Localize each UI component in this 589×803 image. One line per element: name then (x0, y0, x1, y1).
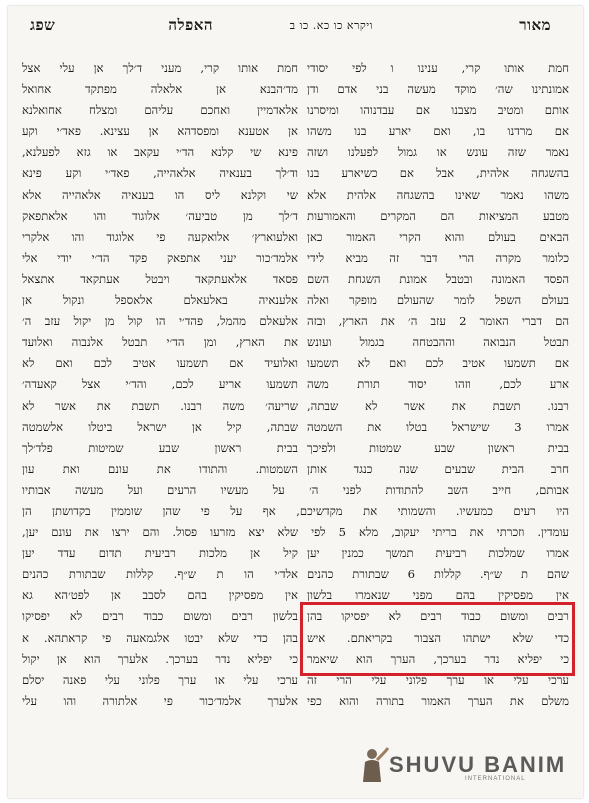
text-line: אלאדמיין ואחכם עליהם ומצלח אחואלנא (22, 103, 298, 118)
text-line: אם מרדנו בו, ואם יארע בנו משהו (307, 124, 569, 139)
text-line: מד׳הבנא אן אלאלה מפתקד אחואל (22, 82, 298, 97)
text-line: תבטל הנבואה וההבטחה בגמול ועונש (307, 335, 569, 350)
text-line: שי וקלנא ליס הו בענאיה אלאהייה אלא (22, 187, 298, 202)
text-line: בהשגחה אלהית, אבל אם כשיארע בנו (307, 166, 569, 181)
text-line: הפסד האמונה ובטבל אמונת השגחת השם (307, 271, 569, 286)
text-line: חמת אותו קרי, מעני ד׳לך אן עלי אצל (22, 61, 298, 75)
text-line: כי יפליא נדר בערכך. אלערך הוא אן יקול (22, 651, 298, 666)
text-line: את הארץ, ומן הד׳י תבטל אלנבוה ואלועד (22, 335, 298, 350)
text-line: ואלועיד אם תשמעו אטיב לכם ואם לא (22, 356, 298, 371)
text-line: היו רעים כמעשיו. והשמותי את מקדשיכם, אף על פי שהן שוממין בקדושתן הן (22, 503, 569, 518)
text-line: משהו נאמר שאינו בהשגחה אלהית אלא (307, 187, 569, 202)
logo-subtitle: INTERNATIONAL (465, 776, 526, 782)
text-line: הבאים בעולם והוא הקרי האמור כאן (307, 229, 569, 244)
text-line: כי יפליא נדר בערכך, הערך הוא שיאמר (307, 651, 569, 666)
text-line: אם תשמעו אטיב לכם ואם לא תשמעו (307, 356, 569, 371)
text-line: בעולם השפל לומר שהעולם מופקר ואלה (307, 293, 569, 308)
text-line: הם דברי האומר 2 עזב ה׳ את הארץ, ובזה (307, 314, 569, 329)
text-line: בבית ראשון שבע שמטות ולפיכך (307, 440, 569, 455)
scanned-page (8, 6, 583, 798)
text-line: ואלעוארץ׳ אלואקעה פי אלוגוד והו אלקרי (22, 229, 298, 244)
page-header (8, 6, 583, 50)
text-line: וד׳לך בענאיה אלאהייה, פאד׳י וקע פינא (22, 166, 298, 181)
text-line: חרב הבית שבעים שנה כנגד אותן (307, 461, 569, 476)
header-verse-reference: ויקרא כו כא. כו ב (289, 19, 373, 32)
text-line: אין מפסיקין בהם מפני שנאמרו בלשון (307, 588, 569, 603)
text-line: ערכי עלי או ערך פלוני עלי הרי זה (307, 672, 569, 687)
text-line: נאמר שזה עונש או גמול לפעלנו ושזה (307, 145, 569, 160)
text-line: פסאד אלאעתקאד ויבטל אעתקאד אתצאל (22, 271, 298, 286)
text-line: רבנו. תשבת את אשר לא שבתה, (307, 398, 569, 413)
header-right-title: מאור (519, 16, 551, 34)
text-line: אותם ומטיב מצבנו אם עבדנוהו ומיסרנו (307, 103, 569, 118)
shofar-figure-icon (355, 746, 389, 786)
text-line: עומדין. וזכרתי את בריתי יעקוב, מלא 5 לפי שלא יצא מזרעו פסול. והם ירצו את עונם יען, (22, 525, 569, 540)
text-line: אמרו 3 שישראל בטלו את השמטה (307, 419, 569, 434)
text-line: אמרו שמלכות רביעית תמשך כמנין יען (307, 546, 569, 561)
text-line: כלומר מקרה הרי דבר זה מביא לידי (307, 250, 569, 265)
text-line: אלעאלם מהמל, פהד׳י הו קול מן יקול עזב ה׳ (22, 314, 298, 329)
text-line: אן אטענא ומפסדהא אן עצינא. פאד׳י וקע (22, 124, 298, 139)
text-line: חמת אותו קרי, ענינו ו לפי יסודי (307, 61, 569, 75)
text-line: ד׳לך מן טביעה׳ אלוגוד והו אלאתפאק (22, 208, 298, 223)
text-line: רבים ומשום כבוד רבים לא יפסיקו בהן (307, 609, 569, 624)
text-line: אלערך אלמד׳כור פי אלתורה והו עלי (22, 693, 298, 708)
header-center-title: האפלה (168, 16, 213, 34)
text-line: בהן כדי שלא יבטו אלגמאעה פי קראתהא. א (22, 630, 298, 645)
text-line: בלשון רבים ומשום כבוד רבים לא יפסיקו (22, 609, 298, 624)
text-line: שריעה׳ משה רבנו. תשבת את אשר לא (22, 398, 298, 413)
text-line: אלמד׳כור יעני אתפאק פקד הד׳י יודי אלי (22, 250, 298, 265)
header-page-number: שפג (30, 16, 56, 34)
text-line: משלם את הערך האמור בתורה והוא כפי (307, 693, 569, 708)
text-line: אבותם, חייב השב להתודות לפני ה׳ על מעשיו הרעים ועל מעשה אבותיו (22, 482, 569, 497)
text-line: מטבע המציאות הם המקרים והאמורעות (307, 208, 569, 223)
watermark-logo (355, 746, 565, 788)
text-line: שהם ת ש״ף. קללות 6 שבתורת כהנים (307, 567, 569, 582)
text-line: ערכי עלי או ערך פלוני עלי פאנה יסלם (22, 672, 298, 687)
text-line: אין מפסיקין בהם לסבב אן לפט׳הא גא (22, 588, 298, 603)
text-line: קיל אן מלכות רביעית תדום עדד יען (22, 546, 298, 561)
text-line: ארע לכם, וזהו יסוד תורת משה (307, 377, 569, 392)
text-line: פינא שי קלנא הד׳י עקאב או גזא לפעלנא, (22, 145, 298, 160)
text-line: שבתה, קיל אן ישראל ביטלו אלשמטה (22, 419, 298, 434)
text-line: אמונתינו שה׳ מוקד מעשה בני אדם ודן (307, 82, 569, 97)
text-line: אלד׳י הו ת ש״ף. קללות שבתורת כהנים (22, 567, 298, 582)
text-line: השמטות. והתודו את עונם ואת עון (22, 461, 298, 476)
text-line: כדי שלא ישתהו הצבור בקריאתם. איש (307, 630, 569, 645)
logo-name: SHUVU BANIM (389, 752, 567, 777)
text-line: בבית ראשון שבע שמיטות פלד׳לך (22, 440, 298, 455)
left-column-text (22, 58, 298, 790)
highlight-box (300, 602, 575, 676)
text-line: אלענאיה באלעאלם אלאספל ונקול אן (22, 293, 298, 308)
text-line: תשמעו אריע לכם, והד׳י אצל קאעדה׳ (22, 377, 298, 392)
